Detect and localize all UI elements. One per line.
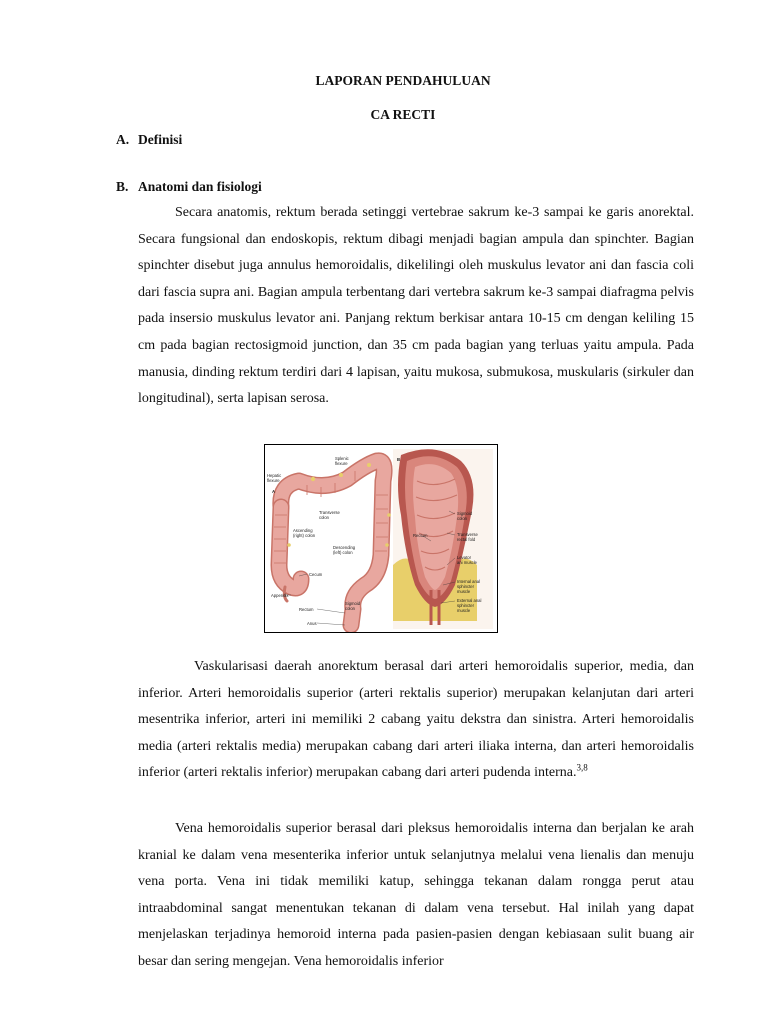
section-label: Anatomi dan fisiologi [138, 179, 262, 194]
rectum-diagram-panel-b [393, 449, 493, 629]
label-sigmoid-colon-b-2: colon [457, 516, 468, 521]
label-cecum: Cecum [309, 572, 323, 577]
label-sigmoid-colon-a-2: colon [345, 606, 356, 611]
label-levator-ani-1: Levator [457, 555, 471, 560]
label-internal-sphincter-1: Internal anal [457, 579, 481, 584]
label-anus: Anus [307, 621, 317, 626]
label-descending-colon-1: Descending [333, 545, 356, 550]
label-hepatic-flexure-1: Hepatic [267, 473, 282, 478]
section-heading-a [116, 132, 182, 148]
section-number: A. [116, 132, 130, 147]
colon-anatomy-figure [264, 444, 498, 633]
label-external-sphincter-2: sphincter [457, 603, 474, 608]
paragraph-vascularization [138, 654, 694, 787]
panel-b-letter: B [397, 457, 401, 462]
paragraph-anatomy: Secara anatomis, rektum berada setinggi vertebrae sakrum ke-3 sampai ke garis anorektal. Secara fungsional dan endoskopis, rektum dibagi menjadi bagian ampula dan spinchter. Bagian spinchter disebut juga annulus hemoroidalis, dikelilingi oleh muskulus levator ani dan fascia coli dari fascia supra ani. Bagian ampula terbentang dari vertebra sakrum ke-3 sampai diafragma pelvis pada insersio muskulus levator ani. Panjang rektum berkisar antara 10-15 cm dengan keliling 15 cm pada bagian rectosigmoid junction, dan 35 cm pada bagian yang terluas yaitu ampula. Pada manusia, dinding rektum terdiri dari 4 lapisan, yaitu mukosa, submukosa, muskularis (sirkuler dan longitudinal), serta lapisan serosa. [138, 205, 694, 407]
label-ascending-colon-1: Ascending [293, 528, 313, 533]
section-label: Definisi [138, 132, 183, 147]
label-hepatic-flexure-2: flexure [267, 478, 280, 483]
colon-anatomy-illustration [265, 445, 497, 632]
label-transverse-rectal-fold-1: Transverse [457, 532, 478, 537]
label-splenic-flexure-2: flexure [335, 461, 348, 466]
label-internal-sphincter-2: sphincter [457, 584, 474, 589]
label-splenic-flexure-1: Splenic [335, 456, 349, 461]
label-sigmoid-colon-a-1: Sigmoid [345, 601, 361, 606]
label-transverse-colon-1: Transverse [319, 510, 340, 515]
label-ascending-colon-2: (right) colon [293, 533, 316, 538]
document-subtitle: CA RECTI [370, 107, 436, 122]
document-title: LAPORAN PENDAHULUAN [315, 73, 491, 88]
panel-a-letter: A [272, 489, 276, 494]
label-external-sphincter-3: muscle [457, 608, 471, 613]
paragraph-veins: Vena hemoroidalis superior berasal dari pleksus hemoroidalis interna dan berjalan ke arah kranial ke dalam vena mesenterika inferior untuk selanjutnya melalui vena lienalis dan menuju vena porta. Vena ini tidak memiliki katup, sehingga tekanan dalam rongga perut atau intraabdominal sangat menentukan tekanan di dalam vena tersebut. Hal inilah yang dapat menjelaskan terjadinya hemoroid interna pada pasien-pasien dengan kebiasaan sulit buang air besar dan sering mengejan. Vena hemoroidalis inferior [138, 821, 694, 969]
label-rectum-a: Rectum [299, 607, 314, 612]
section-number: B. [116, 179, 129, 194]
label-sigmoid-colon-b-1: Sigmoid [457, 511, 473, 516]
colon-diagram-panel-a [267, 456, 391, 626]
label-appendix: Appendix [271, 593, 289, 598]
citation-superscript: 3,8 [576, 762, 588, 773]
label-external-sphincter-1: External anal [457, 598, 482, 603]
label-rectum-b: Rectum [413, 533, 428, 538]
section-heading-b [116, 179, 262, 195]
paragraph-vascularization-text: Vaskularisasi daerah anorektum berasal dari arteri hemoroidalis superior, media, dan inferior. Arteri hemoroidalis superior (arteri rektalis superior) merupakan kelanjutan dari arteri mesentrika inferior, arteri ini memiliki 2 cabang yaitu dekstra dan sinistra. Arteri hemoroidalis media (arteri rektalis media) merupakan cabang dari arteri iliaka interna, dan arteri hemoroidalis inferior (arteri rektalis inferior) merupakan cabang dari arteri pudenda interna. [138, 659, 694, 781]
label-transverse-rectal-fold-2: rectal fold [457, 537, 476, 542]
label-transverse-colon-2: colon [319, 515, 330, 520]
label-internal-sphincter-3: muscle [457, 589, 471, 594]
label-descending-colon-2: (left) colon [333, 550, 353, 555]
label-levator-ani-2: ani muscle [457, 560, 478, 565]
